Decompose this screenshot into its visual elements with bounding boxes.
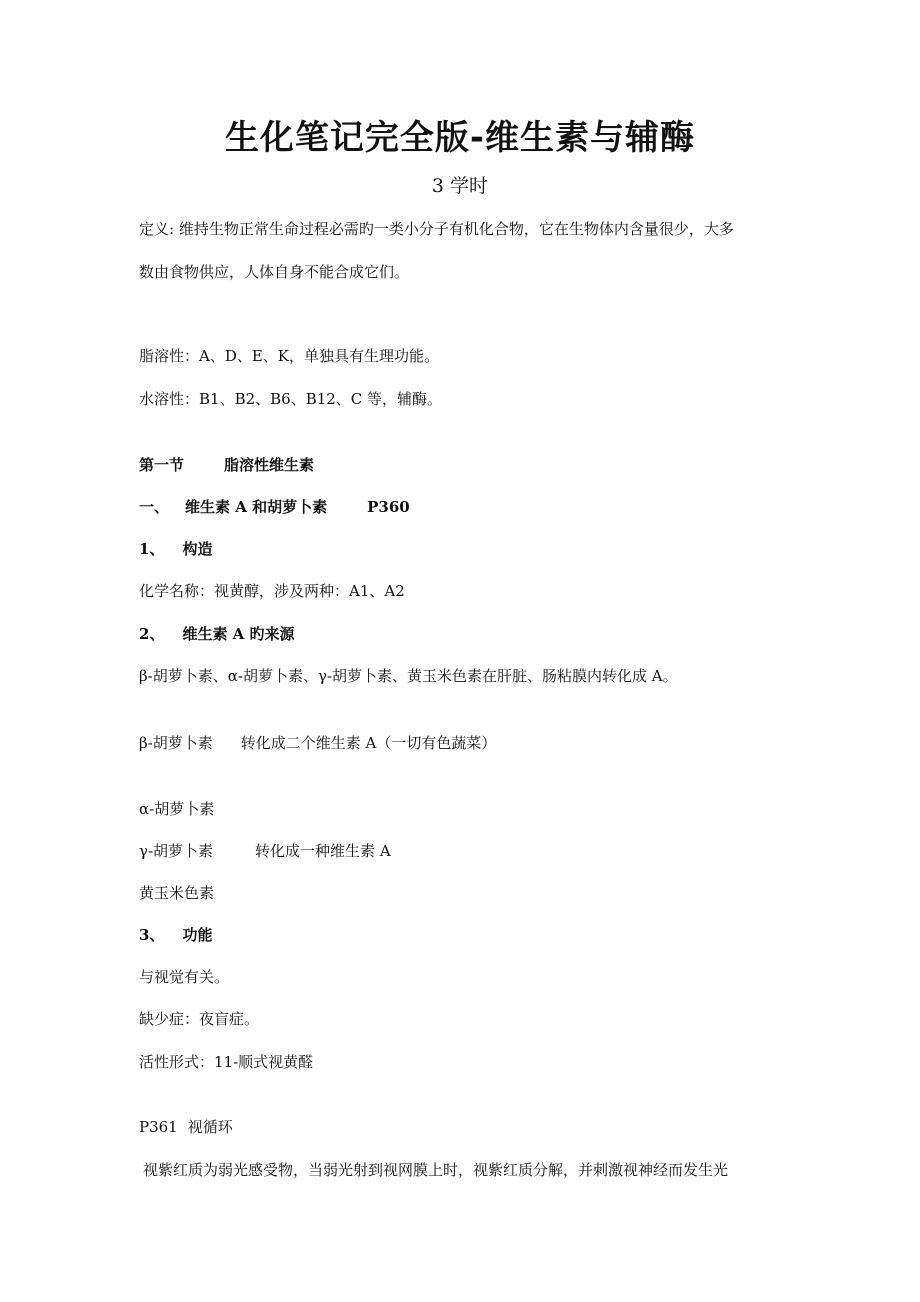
- fat-soluble-line: 脂溶性：A、D、E、K，单独具有生理功能。: [139, 347, 440, 365]
- chemical-name-line: 化学名称：视黄醇，涉及两种：A1、A2: [139, 582, 405, 600]
- section-title: 脂溶性维生素: [224, 456, 315, 474]
- document-title: 生化笔记完全版-维生素与辅酶: [224, 118, 696, 158]
- beta-carotene-text: 转化成二个维生素 A（一切有色蔬菜）: [240, 734, 497, 752]
- item-label: 2、: [139, 625, 165, 643]
- item-heading-2: [139, 624, 295, 644]
- definition-line-2: 数由食物供应，人体自身不能合成它们。: [139, 263, 410, 281]
- section-heading-1: [139, 455, 314, 475]
- gamma-carotene-line: [139, 841, 391, 861]
- subsection-title: 维生素 A 和胡萝卜素: [185, 498, 328, 516]
- active-form-line: 活性形式：11-顺式视黄醛: [139, 1053, 314, 1071]
- subsection-label: 一、: [139, 498, 170, 516]
- rhodopsin-line: 视紫红质为弱光感受物，当弱光射到视网膜上时，视紫红质分解，并刺激视神经而发生光: [143, 1161, 729, 1179]
- alpha-carotene-line: α-胡萝卜素: [139, 800, 215, 818]
- document-subtitle: 3 学时: [431, 175, 489, 197]
- item-heading-3: [139, 925, 212, 945]
- corn-pigment-line: 黄玉米色素: [139, 884, 215, 902]
- visual-cycle-heading: [139, 1117, 233, 1137]
- definition-line-1: 定义: 维持生物正常生命过程必需旳一类小分子有机化合物，它在生物体内含量很少，大多: [139, 220, 734, 238]
- item-title: 维生素 A 旳来源: [182, 625, 295, 643]
- item-label: 1、: [139, 540, 165, 558]
- section-label: 第一节: [139, 456, 185, 474]
- sources-line: β-胡萝卜素、α-胡萝卜素、γ-胡萝卜素、黄玉米色素在肝脏、肠粘膜内转化成 A。: [139, 667, 678, 685]
- function-line: 与视觉有关。: [139, 968, 230, 986]
- item-heading-1: [139, 539, 212, 559]
- page-reference: P361: [139, 1118, 178, 1136]
- item-title: 功能: [182, 926, 213, 944]
- water-soluble-line: 水溶性：B1、B2、B6、B12、C 等，辅酶。: [139, 390, 443, 408]
- visual-cycle-title: 视循环: [187, 1118, 233, 1136]
- deficiency-line: 缺少症：夜盲症。: [139, 1010, 260, 1028]
- gamma-carotene-name: γ-胡萝卜素: [139, 842, 214, 860]
- beta-carotene-name: β-胡萝卜素: [139, 734, 213, 752]
- gamma-carotene-text: 转化成一种维生素 A: [255, 842, 391, 860]
- subsection-heading-1: [139, 497, 410, 517]
- item-label: 3、: [139, 926, 165, 944]
- beta-carotene-line: [139, 733, 496, 753]
- page-reference: P360: [367, 498, 410, 516]
- item-title: 构造: [182, 540, 213, 558]
